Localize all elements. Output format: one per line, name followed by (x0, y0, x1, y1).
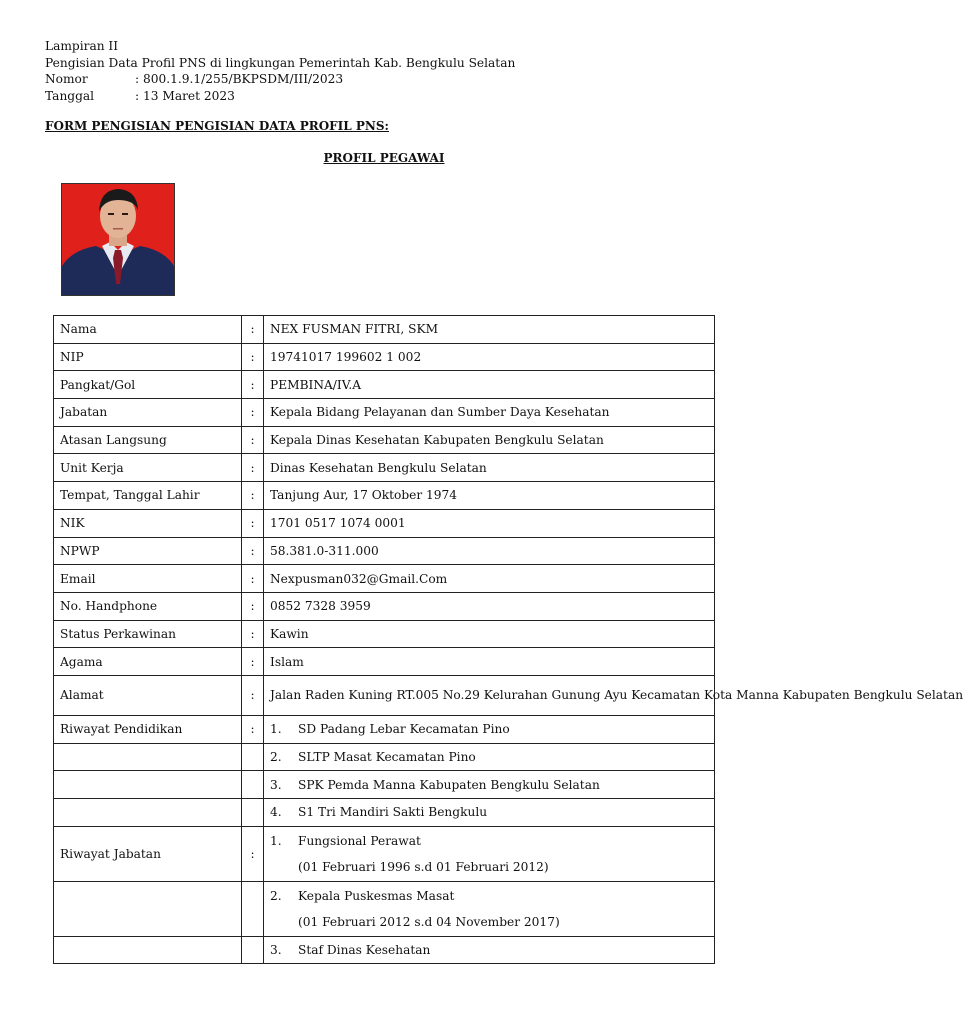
field-label: Agama (54, 648, 242, 676)
table-row-jabatan-2 (54, 881, 715, 936)
table-row-jabatan-1 (54, 826, 715, 881)
item-text: Kepala Puskesmas Masat (298, 888, 455, 903)
nomor-label: Nomor (45, 72, 88, 86)
item-number: 4. (270, 805, 282, 820)
table-row-nik (54, 509, 715, 537)
separator: : (242, 675, 264, 715)
tanggal-value: : 13 Maret 2023 (135, 88, 235, 103)
table-row-unit-kerja (54, 454, 715, 482)
empty-cell (242, 936, 264, 964)
nomor-row (45, 71, 515, 88)
separator: : (242, 426, 264, 454)
list-item (264, 936, 715, 964)
attachment-description: Pengisian Data Profil PNS di lingkungan Pemerintah Kab. Bengkulu Selatan (45, 55, 516, 70)
empty-cell (242, 771, 264, 799)
separator: : (242, 648, 264, 676)
item-text: S1 Tri Mandiri Sakti Bengkulu (298, 805, 488, 820)
field-label: Alamat (54, 675, 242, 715)
item-text: SD Padang Lebar Kecamatan Pino (298, 722, 510, 737)
person-portrait-icon (62, 184, 174, 295)
separator: : (242, 565, 264, 593)
attachment-label: Lampiran II (45, 39, 119, 53)
separator: : (242, 454, 264, 482)
field-value: 0852 7328 3959 (264, 592, 715, 620)
item-number: 1. (270, 722, 282, 737)
table-row-alamat (54, 675, 715, 715)
form-title: FORM PENGISIAN PENGISIAN DATA PROFIL PNS: (45, 119, 389, 133)
table-row-pendidikan-1 (54, 715, 715, 743)
field-label: Atasan Langsung (54, 426, 242, 454)
empty-cell (54, 936, 242, 964)
table-row-handphone (54, 592, 715, 620)
field-value: 19741017 199602 1 002 (264, 343, 715, 371)
tanggal-row (45, 88, 515, 105)
tanggal-label: Tanggal (45, 88, 95, 103)
separator: : (242, 715, 264, 743)
separator: : (242, 537, 264, 565)
field-label: Tempat, Tanggal Lahir (54, 482, 242, 510)
table-row-pendidikan-4 (54, 799, 715, 827)
separator: : (242, 620, 264, 648)
list-item (264, 715, 715, 743)
table-row-nip (54, 343, 715, 371)
item-number: 3. (270, 943, 282, 958)
table-row-nama (54, 316, 715, 344)
field-value: Islam (264, 648, 715, 676)
field-value: NEX FUSMAN FITRI, SKM (264, 316, 715, 344)
field-value: Kepala Bidang Pelayanan dan Sumber Daya Kesehatan (264, 399, 715, 427)
separator: : (242, 343, 264, 371)
profile-title: PROFIL PEGAWAI (323, 151, 445, 165)
field-label: Riwayat Jabatan (54, 826, 242, 881)
separator: : (242, 482, 264, 510)
separator: : (242, 592, 264, 620)
empty-cell (242, 881, 264, 936)
separator: : (242, 399, 264, 427)
separator: : (242, 371, 264, 399)
field-value: Jalan Raden Kuning RT.005 No.29 Kelurahan Gunung Ayu Kecamatan Kota Manna Kabupaten Bengkulu Selatan (264, 675, 715, 715)
profile-photo (61, 183, 175, 296)
field-value: PEMBINA/IV.A (264, 371, 715, 399)
empty-cell (242, 743, 264, 771)
field-value: Nexpusman032@Gmail.Com (264, 565, 715, 593)
separator: : (242, 509, 264, 537)
separator: : (242, 316, 264, 344)
empty-cell (54, 881, 242, 936)
table-row-atasan (54, 426, 715, 454)
table-row-npwp (54, 537, 715, 565)
field-label: NIP (54, 343, 242, 371)
item-text: Staf Dinas Kesehatan (298, 943, 431, 958)
table-row-pendidikan-3 (54, 771, 715, 799)
list-item (264, 771, 715, 799)
table-row-ttl (54, 482, 715, 510)
table-row-pangkat (54, 371, 715, 399)
field-label: No. Handphone (54, 592, 242, 620)
empty-cell (242, 799, 264, 827)
table-row-email (54, 565, 715, 593)
item-number: 2. (270, 749, 282, 764)
empty-cell (54, 743, 242, 771)
list-item (264, 799, 715, 827)
table-row-pendidikan-2 (54, 743, 715, 771)
list-item (264, 826, 715, 881)
field-value: Kawin (264, 620, 715, 648)
item-number: 1. (270, 833, 282, 848)
field-label: NIK (54, 509, 242, 537)
item-text: SPK Pemda Manna Kabupaten Bengkulu Selatan (298, 777, 600, 792)
item-number: 3. (270, 777, 282, 792)
item-period: (01 Februari 1996 s.d 01 Februari 2012) (298, 859, 549, 874)
document-header (45, 38, 515, 104)
field-label: Pangkat/Gol (54, 371, 242, 399)
item-text: Fungsional Perawat (298, 833, 421, 848)
field-label: NPWP (54, 537, 242, 565)
field-label: Unit Kerja (54, 454, 242, 482)
nomor-value: : 800.1.9.1/255/BKPSDM/III/2023 (135, 72, 344, 86)
field-label: Riwayat Pendidikan (54, 715, 242, 743)
item-number: 2. (270, 888, 282, 903)
item-text: SLTP Masat Kecamatan Pino (298, 749, 476, 764)
profile-table (53, 315, 963, 964)
field-label: Nama (54, 316, 242, 344)
table-row-agama (54, 648, 715, 676)
field-value: 1701 0517 1074 0001 (264, 509, 715, 537)
field-label: Email (54, 565, 242, 593)
field-value: Tanjung Aur, 17 Oktober 1974 (264, 482, 715, 510)
field-value: Dinas Kesehatan Bengkulu Selatan (264, 454, 715, 482)
field-label: Status Perkawinan (54, 620, 242, 648)
empty-cell (54, 799, 242, 827)
field-value: 58.381.0-311.000 (264, 537, 715, 565)
table-row-jabatan-3 (54, 936, 715, 964)
field-value: Kepala Dinas Kesehatan Kabupaten Bengkulu Selatan (264, 426, 715, 454)
field-label: Jabatan (54, 399, 242, 427)
separator: : (242, 826, 264, 881)
list-item (264, 881, 715, 936)
empty-cell (54, 771, 242, 799)
table-row-status (54, 620, 715, 648)
list-item (264, 743, 715, 771)
item-period: (01 Februari 2012 s.d 04 November 2017) (298, 914, 560, 929)
table-row-jabatan (54, 399, 715, 427)
